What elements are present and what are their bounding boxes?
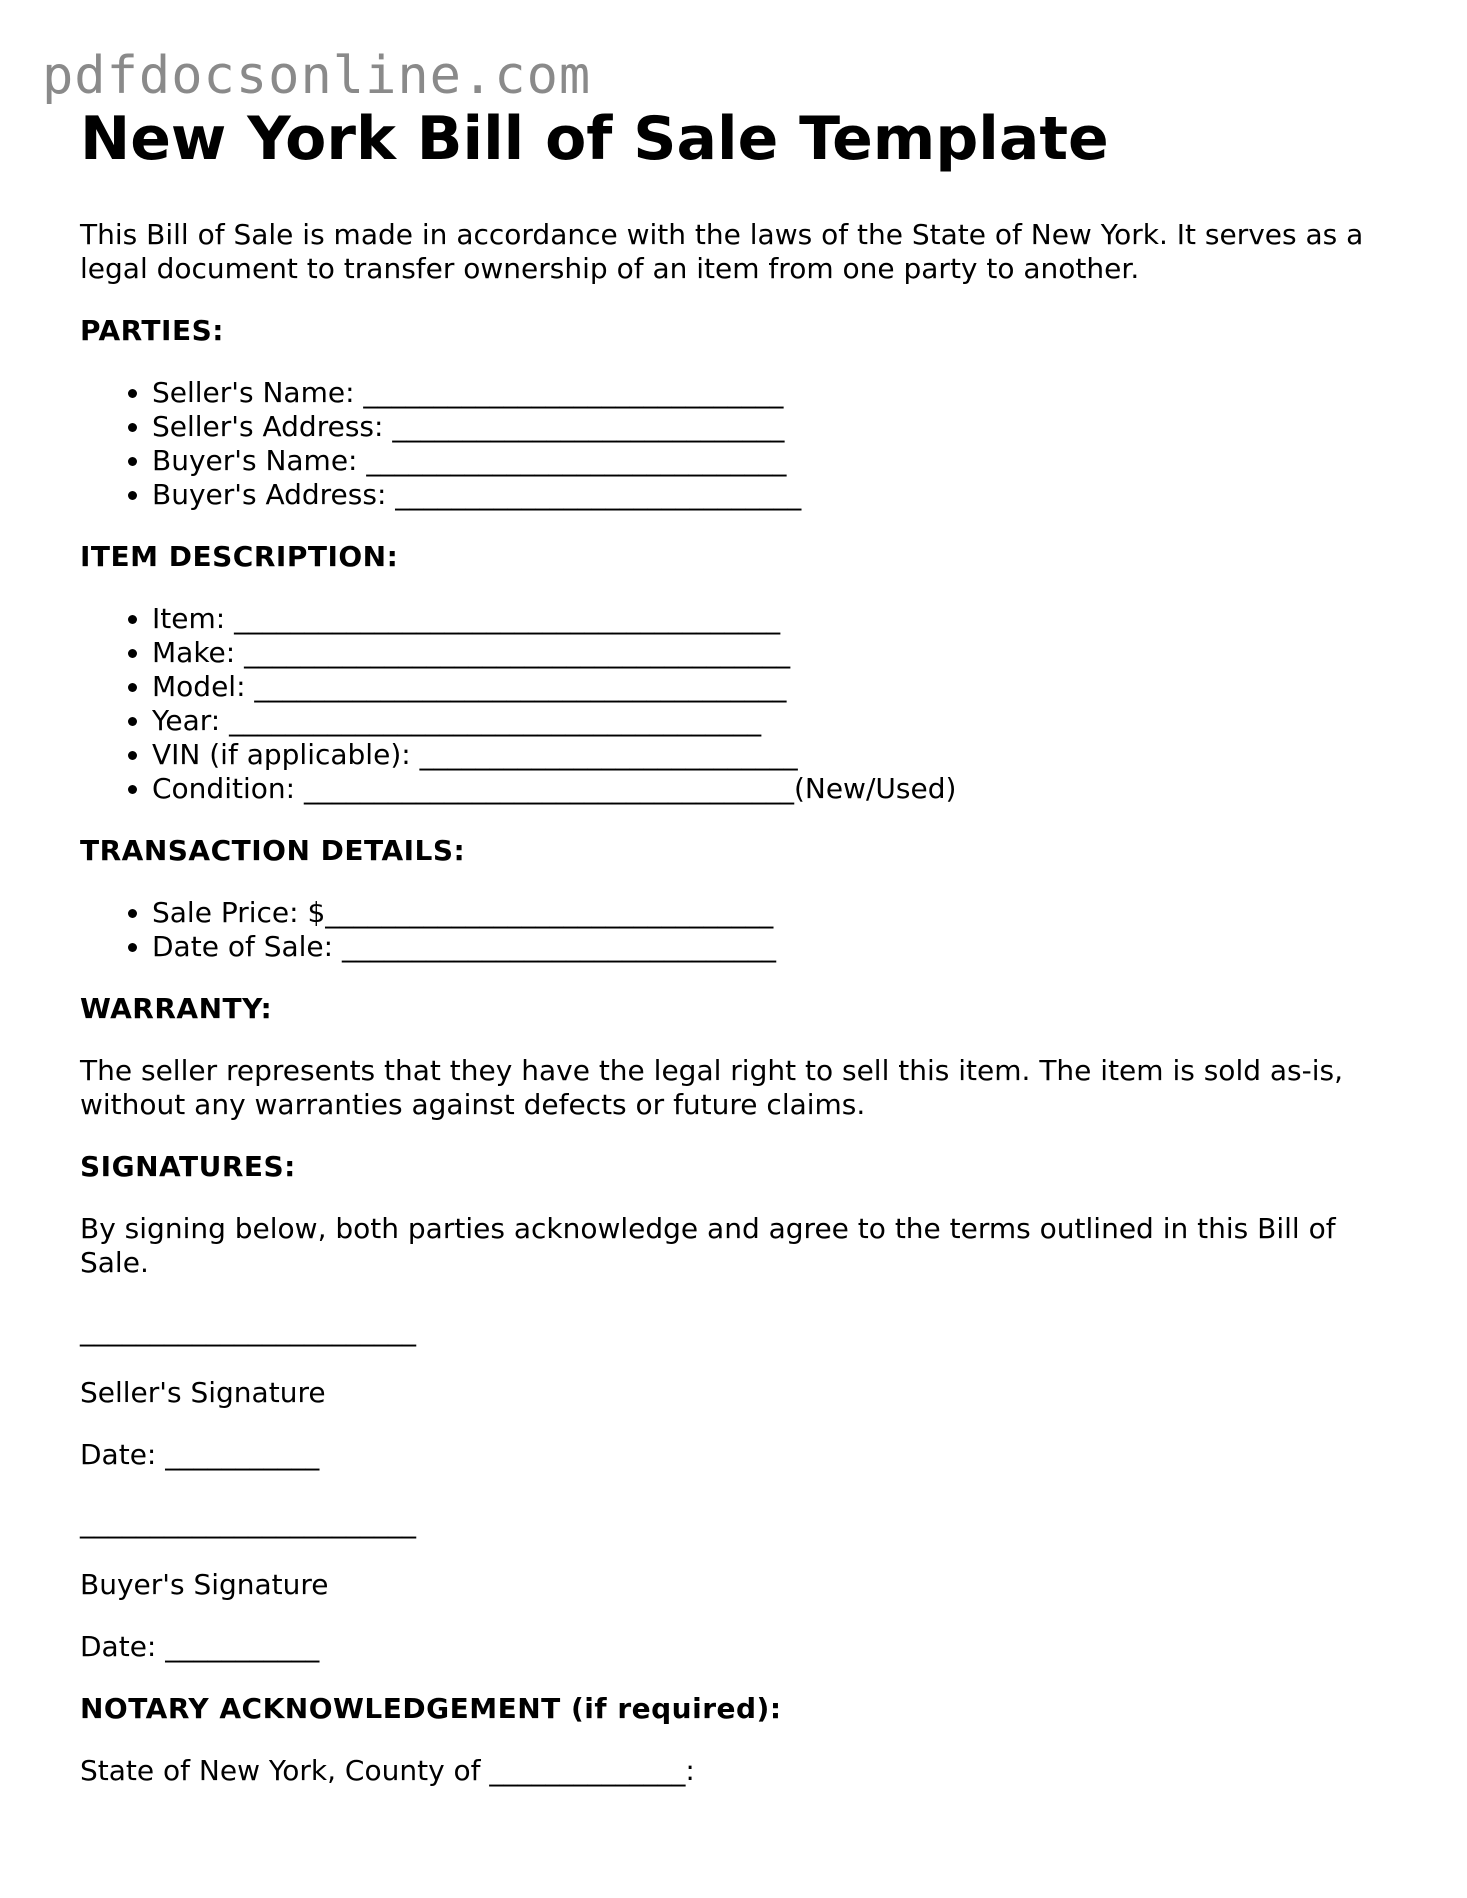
item-field: • Item: _______________________________________ <box>152 602 1390 636</box>
signatures-paragraph: By signing below, both parties acknowledge and agree to the terms outlined in this Bill of Sale. <box>80 1212 1336 1279</box>
year-field: • Year: ______________________________________ <box>152 704 1390 738</box>
notary-county-field: State of New York, County of ______________: <box>80 1754 695 1787</box>
seller-address-field: • Seller's Address: ____________________________ <box>152 410 1390 444</box>
intro-paragraph: This Bill of Sale is made in accordance with the laws of the State of New York. It serves as a legal document to transfer ownership of an item from one party to another. <box>80 218 1364 285</box>
date-of-sale-field: • Date of Sale: _______________________________ <box>152 930 1390 964</box>
buyer-signature-label: Buyer's Signature <box>80 1568 329 1601</box>
seller-signature-line: ________________________ <box>80 1314 416 1347</box>
parties-list <box>80 376 1390 512</box>
parties-heading: PARTIES: <box>80 314 224 347</box>
vin-field: • VIN (if applicable): ___________________________ <box>152 738 1390 772</box>
document-body <box>80 104 1390 1816</box>
buyer-address-field: • Buyer's Address: _____________________________ <box>152 478 1390 512</box>
seller-date-field: Date: ___________ <box>80 1438 320 1471</box>
buyer-name-field: • Buyer's Name: ______________________________ <box>152 444 1390 478</box>
make-field: • Make: _______________________________________ <box>152 636 1390 670</box>
signatures-heading: SIGNATURES: <box>80 1150 296 1183</box>
item-description-list <box>80 602 1390 806</box>
seller-name-field: • Seller's Name: ______________________________ <box>152 376 1390 410</box>
warranty-heading: WARRANTY: <box>80 992 273 1025</box>
page-title: New York Bill of Sale Template <box>80 104 1109 174</box>
condition-field: • Condition: ___________________________________(New/Used) <box>152 772 1390 806</box>
transaction-heading: TRANSACTION DETAILS: <box>80 834 466 867</box>
sale-price-field: • Sale Price: $________________________________ <box>152 896 1390 930</box>
warranty-paragraph: The seller represents that they have the legal right to sell this item. The item is sold as-is, without any warranties against defects or future claims. <box>80 1054 1344 1121</box>
transaction-list <box>80 896 1390 964</box>
buyer-date-field: Date: ___________ <box>80 1630 320 1663</box>
watermark: pdfdocsonline.com <box>42 46 592 106</box>
notary-heading: NOTARY ACKNOWLEDGEMENT (if required): <box>80 1692 782 1725</box>
item-description-heading: ITEM DESCRIPTION: <box>80 540 399 573</box>
model-field: • Model: ______________________________________ <box>152 670 1390 704</box>
buyer-signature-line: ________________________ <box>80 1506 416 1539</box>
seller-signature-label: Seller's Signature <box>80 1376 326 1409</box>
